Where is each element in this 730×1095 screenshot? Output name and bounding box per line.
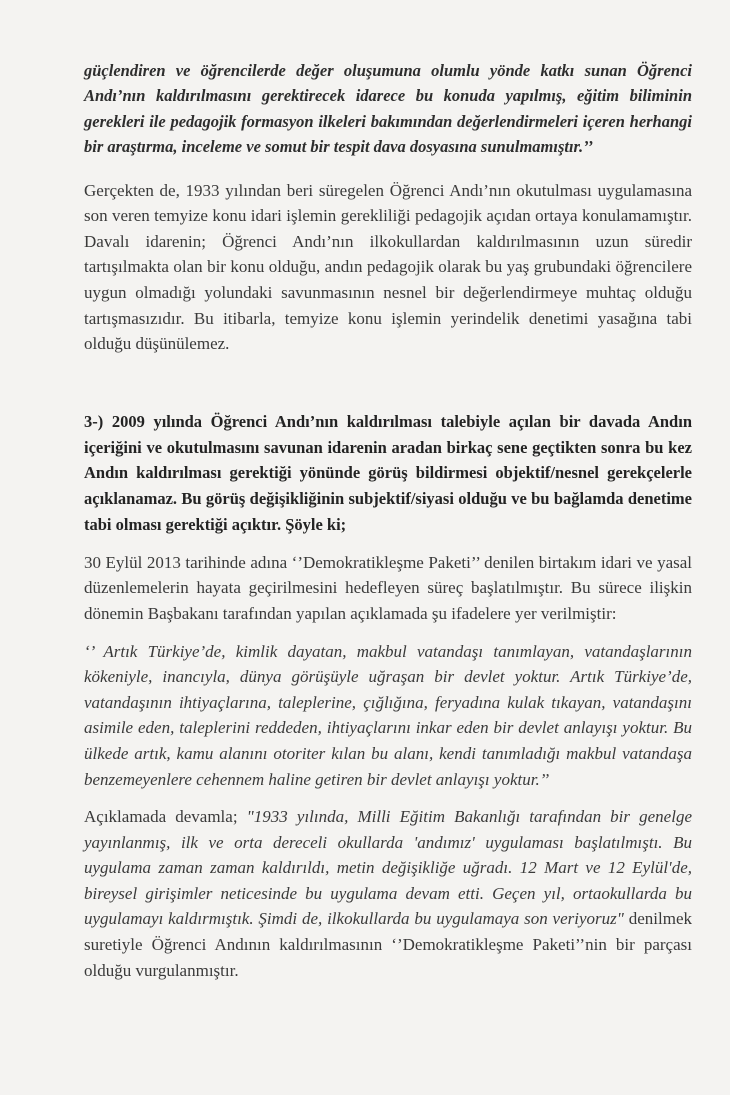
explanation-tail-text: denilmek suretiyle Öğrenci Andının kaldırılmasının ‘’Demokratikleşme Paketi’’nin bir parçası olduğu vurgulanmıştır.: [84, 909, 692, 980]
explanation-quoted-text: "1933 yılında, Milli Eğitim Bakanlığı tarafından bir genelge yayınlanmış, ilk ve orta dereceli okullarda 'andımız' uygulaması başlatılmıştı. Bu uygulama zaman zaman kaldırıldı, metin değişikliğe uğradı. 12 Mart ve 12 Eylül'de, bireysel girişimler neticesinde bu uygulama devam etti. Geçen yıl, ortaokullarda bu uygulamayı kaldırmıştık. Şimdi de, ilkokullarda bu uygulamaya son veriyoruz": [84, 807, 692, 929]
body-paragraph-democratization-package: 30 Eylül 2013 tarihinde adına ‘’Demokratikleşme Paketi’’ denilen birtakım idari ve yasal düzenlemelerin hayata geçirilmesini hedefleyen süreç başlatılmıştır. Bu sürece ilişkin dönemin Başbakanı tarafından yapılan açıklamada şu ifadelere yer verilmiştir:: [84, 552, 692, 623]
explanation-lead-text: Açıklamada devamla;: [84, 807, 247, 827]
bold-paragraph-argument-3: 3-) 2009 yılında Öğrenci Andı’nın kaldırılması talebiyle açılan bir davada Andın içeriğini ve okutulmasını savunan idarenin aradan birkaç sene geçtikten sonra bu kez Andın kaldırılması gerektiği yönünde görüş bildirmesi objektif/nesnel gerekçelerle açıklanamaz. Bu görüş değişikliğinin subjektif/siyasi olduğu ve bu bağlamda denetime tabi olması gerektiği açıktır. Şöyle ki;: [84, 411, 692, 534]
body-paragraph-explanation: [84, 804, 692, 983]
document-page: [84, 58, 692, 983]
quoted-paragraph-continuation: güçlendiren ve öğrencilerde değer oluşumuna olumlu yönde katkı sunan Öğrenci Andı’nın kaldırılmasını gerektirecek idarece bu konuda yapılmış, eğitim biliminin gerekleri ile pedagojik formasyon ilkeleri bakımından değerlendirmeleri içeren herhangi bir araştırma, inceleme ve somut bir tespit dava dosyasına sunulmamıştır.’’: [84, 61, 692, 157]
body-paragraph-pedagogy: Gerçekten de, 1933 yılından beri süregelen Öğrenci Andı’nın okutulması uygulamasına son veren temyize konu idari işlemin gerekliliği pedagojik açıdan ortaya konulamamıştır. Davalı idarenin; Öğrenci Andı’nın ilkokullardan kaldırılmasının uzun süredir tartışılmakta olan bir konu olduğu, andın pedagojik olarak bu yaş grubundaki öğrencilere uygun olmadığı yolundaki savunmasının nesnel bir değerlendirmeye muhtaç olduğu tartışmasızıdır. Bu itibarla, temyize konu işlemin yerindelik denetimi yasağına tabi olduğu düşünülemez.: [84, 180, 692, 354]
quoted-paragraph-prime-minister: ‘’ Artık Türkiye’de, kimlik dayatan, makbul vatandaşı tanımlayan, vatandaşlarının kökeniyle, inancıyla, dünya görüşüyle uğraşan bir devlet yoktur. Artık Türkiye’de, vatandaşının ihtiyaçlarına, taleplerine, çığlığına, feryadına kulak tıkayan, vatandaşını asimile eden, taleplerini reddeden, ihtiyaçlarını inkar eden bir devlet anlayışı yoktur. Bu ülkede artık, kamu alanını otoriter kılan bu alanı, kendi tanımladığı makbul vatandaşa benzemeyenlere cehennem haline getiren bir devlet anlayışı yoktur.’’: [84, 641, 692, 789]
